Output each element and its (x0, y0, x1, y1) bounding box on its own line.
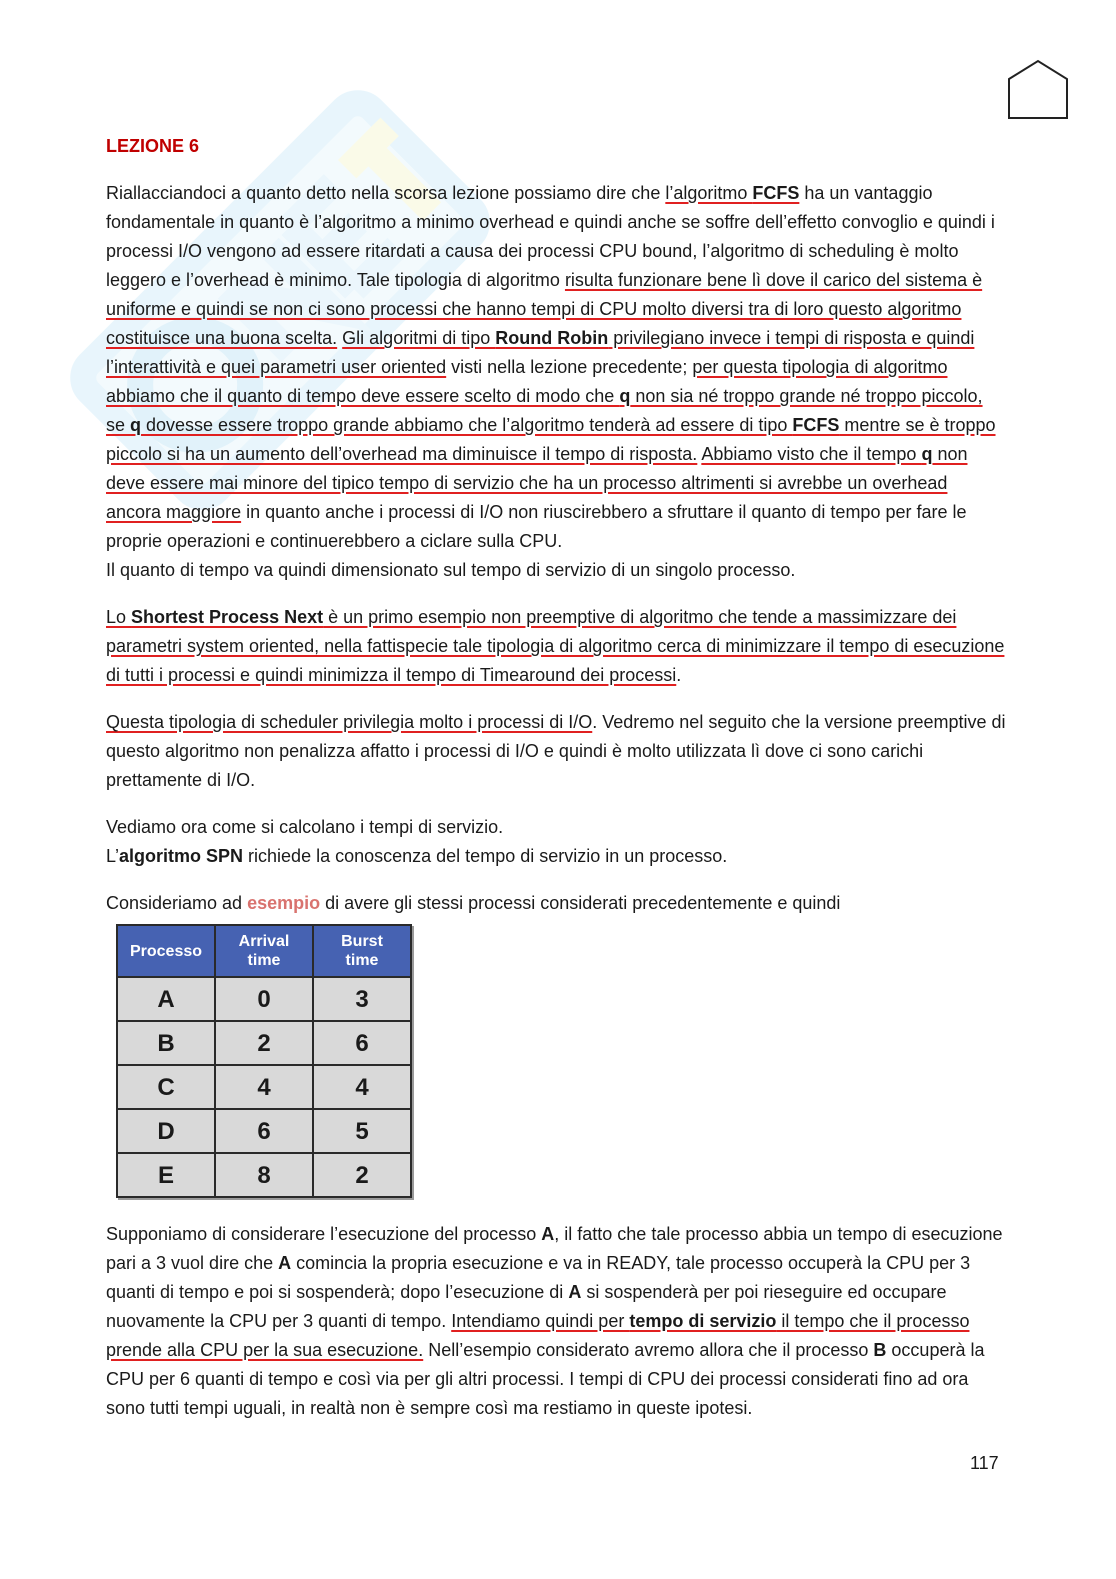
text-segment: il tempo che il processo prende alla CPU per la sua esecuzione. (106, 1311, 970, 1360)
page-number: 117 (970, 1453, 999, 1473)
cell-burst: 5 (313, 1109, 411, 1153)
text-segment: comincia la propria esecuzione e va in READY, tale processo occuperà la CPU per 3 quanti di tempo e poi si sospenderà; dopo l’esecuzione di (106, 1253, 971, 1302)
bold-term: q (921, 444, 933, 464)
text-segment: , il fatto che tale processo abbia un tempo di esecuzione pari a 3 vuol dire che (106, 1224, 1003, 1273)
text-segment: dovesse essere troppo grande abbiamo che l’algoritmo tenderà ad essere di tipo (141, 415, 793, 435)
bold-term: Round Robin (495, 328, 609, 348)
text-segment: è un primo esempio non preemptive di algoritmo che tende a massimizzare dei parametri system oriented, nella fattispecie tale tipologia di algoritmo cerca di minimizzare il tempo di esecuzione di tutti i processi e quindi minimizza il tempo di Timearound dei processi (106, 607, 1005, 685)
header-burst-time: Burst time (313, 925, 411, 977)
home-outline-icon[interactable] (1006, 58, 1070, 122)
process-table (116, 924, 412, 1198)
text-segment: . (676, 665, 682, 685)
lesson-content (106, 132, 1006, 1423)
bold-term: tempo di servizio (629, 1311, 777, 1331)
text-segment: occuperà la CPU per 6 quanti di tempo e così via per gli altri processi. I tempi di CPU dei processi considerati fino ad ora sono tutti tempi uguali, in realtà non è sempre così ma restiamo in queste ipotesi. (106, 1340, 985, 1418)
table-row (117, 977, 411, 1021)
cell-arrival: 0 (215, 977, 313, 1021)
lesson-title: LEZIONE 6 (106, 136, 200, 156)
text-segment: di avere gli stessi processi considerati precedentemente e quindi (320, 893, 841, 913)
cell-arrival: 8 (215, 1153, 313, 1197)
paragraph-service-time (106, 813, 1006, 871)
text-segment: Vediamo ora come si calcolano i tempi di servizio. (106, 817, 504, 837)
paragraph-fcfs-rr (106, 179, 1006, 585)
text-segment: mentre se è troppo piccolo si ha un aumento dell’overhead ma diminuisce il tempo di risposta. (106, 415, 996, 464)
paragraph-spn (106, 603, 1006, 690)
cell-burst: 3 (313, 977, 411, 1021)
text-segment: non sia né troppo grande né troppo piccolo, se (106, 386, 983, 435)
text-segment: Riallacciandoci a quanto detto nella scorsa lezione possiamo dire che (106, 183, 666, 203)
bold-term: FCFS (752, 183, 800, 203)
bold-term: A (278, 1253, 292, 1273)
text-segment: privilegiano invece i tempi di risposta e quindi l’interattività e quei parametri user oriented (106, 328, 975, 377)
cell-process: B (117, 1021, 215, 1065)
text-segment: non deve essere mai minore del tipico tempo di servizio che ha un processo altrimenti si avrebbe un overhead ancora maggiore (106, 444, 968, 522)
cell-arrival: 4 (215, 1065, 313, 1109)
highlight-term: esempio (247, 893, 321, 913)
bold-term: q (130, 415, 142, 435)
bold-term: A (568, 1282, 582, 1302)
cell-arrival: 2 (215, 1021, 313, 1065)
cell-process: E (117, 1153, 215, 1197)
text-segment: Nell’esempio considerato avremo allora che il processo (423, 1340, 874, 1360)
bold-term: B (873, 1340, 887, 1360)
bold-term: FCFS (792, 415, 840, 435)
paragraph-example (106, 889, 1006, 918)
underlined-text (665, 183, 799, 203)
text-segment: Consideriamo ad (106, 893, 248, 913)
table-header-row (117, 925, 411, 977)
cell-burst: 4 (313, 1065, 411, 1109)
cell-process: C (117, 1065, 215, 1109)
text-segment: Abbiamo visto che il tempo (701, 444, 922, 464)
text-segment: l’algoritmo (665, 183, 753, 203)
text-segment: L’ (106, 846, 120, 866)
header-processo: Processo (117, 925, 215, 977)
text-segment: per questa tipologia di algoritmo abbiamo che il quanto di tempo deve essere scelto di modo che (106, 357, 948, 406)
cell-process: D (117, 1109, 215, 1153)
underlined-text: risulta funzionare bene lì dove il carico del sistema è uniforme e quindi se non ci sono processi che hanno tempi di CPU molto diversi tra di loro questo algoritmo costituisce una buona scelta. (106, 270, 983, 348)
text-segment: . Vedremo nel seguito che la versione preemptive di questo algoritmo non penalizza affatto i processi di I/O e quindi è molto utilizzata lì dove ci sono carichi prettamente di I/O. (106, 712, 1006, 790)
cell-burst: 2 (313, 1153, 411, 1197)
text-segment: ha un vantaggio fondamentale in quanto è l’algoritmo a minimo overhead e quindi anche se soffre dell’effetto convoglio e quindi i processi I/O vengono ad essere ritardati a causa dei processi CPU bound, l’algoritmo di scheduling è molto leggero e l’overhead è minimo. Tale tipologia di algoritmo (106, 183, 995, 290)
cell-process: A (117, 977, 215, 1021)
text-segment: Il quanto di tempo va quindi dimensionato sul tempo di servizio di un singolo processo. (106, 560, 796, 580)
text-segment: richiede la conoscenza del tempo di servizio in un processo. (243, 846, 728, 866)
table-row (117, 1153, 411, 1197)
table-row (117, 1021, 411, 1065)
text-segment: in quanto anche i processi di I/O non riuscirebbero a sfruttare il quanto di tempo per fare le proprie operazioni e continuerebbero a ciclare sulla CPU. (106, 502, 967, 551)
text-segment: Intendiamo quindi per (451, 1311, 630, 1331)
bold-term: q (619, 386, 631, 406)
paragraph-io (106, 708, 1006, 795)
table-row (117, 1065, 411, 1109)
text-segment: Gli algoritmi di tipo (342, 328, 496, 348)
text-segment: Lo (106, 607, 132, 627)
underlined-text: Questa tipologia di scheduler privilegia molto i processi di I/O (106, 712, 593, 732)
bold-term: A (541, 1224, 555, 1244)
paragraph-service-definition (106, 1220, 1006, 1423)
cell-arrival: 6 (215, 1109, 313, 1153)
text-segment: si sospenderà per poi rieseguire ed occupare nuovamente la CPU per 3 quanti di tempo. (106, 1282, 947, 1331)
text-segment: Supponiamo di considerare l’esecuzione del processo (106, 1224, 542, 1244)
text-segment: visti nella lezione precedente; (446, 357, 693, 377)
cell-burst: 6 (313, 1021, 411, 1065)
underlined-text (106, 607, 1004, 685)
table-row (117, 1109, 411, 1153)
bold-term: Shortest Process Next (131, 607, 324, 627)
header-arrival-time: Arrival time (215, 925, 313, 977)
bold-term: algoritmo SPN (119, 846, 244, 866)
